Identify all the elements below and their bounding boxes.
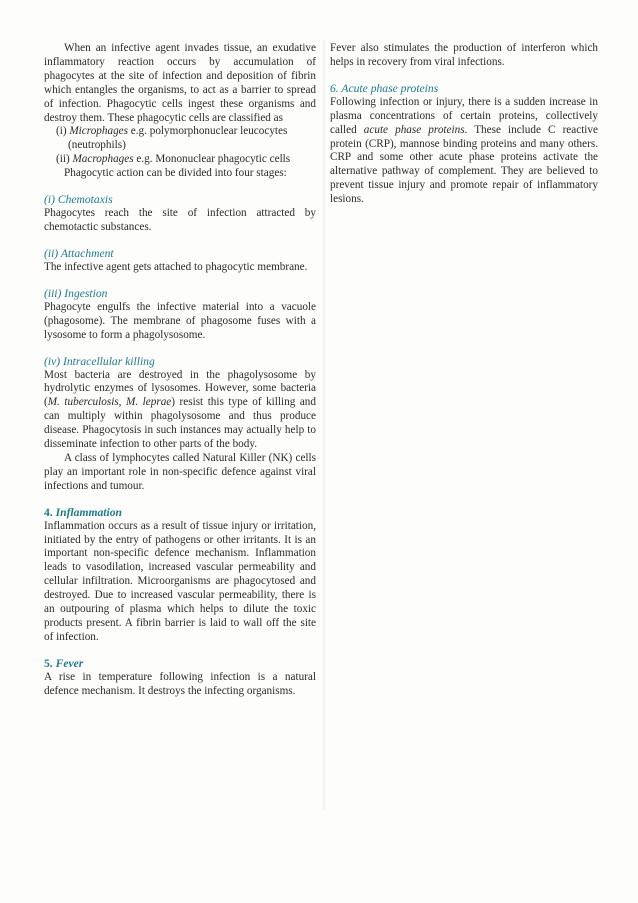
list-term: Macrophages [72,153,134,166]
section-title: Inflammation [55,505,122,519]
list-number: (ii) [56,153,70,166]
app-term: acute phase proteins [363,123,465,136]
paragraph-ingestion: Phagocyte engulfs the infective material into a vacuole (phagosome). The membrane of phagosome fuses with a lysosome to form a phagolysosome. [44,300,316,341]
nk-cells-paragraph: A class of lymphocytes called Natural Killer (NK) cells play an important role in non-specific defence against viral infections and tumour. [44,451,316,492]
list-item-macrophages [44,153,316,167]
killing-species: M. tuberculosis, M. leprae [47,396,172,409]
killing-text-a: Most bacteria are destroyed in the phagolysosome by hydrolytic enzymes of lysosomes. However, some bacteria ( [44,368,316,409]
paragraph-inflammation: Inflammation occurs as a result of tissue injury or irritation, initiated by the entry of pathogens or other irritants. It is an important non-specific defence mechanism. Inflammation leads to vasodilation, increased vascular permeability and cellular infiltration. Microorganisms are phagocytosed and destroyed. Due to increased vascular permeability, there is an outpouring of plasma which helps to dilute the toxic products present. A fibrin barrier is laid to wall off the site of infection. [44,519,316,643]
fever-continued-paragraph: Fever also stimulates the production of interferon which helps in recovery from viral infections. [330,42,598,68]
killing-text-b: ) resist this type of killing and can multiply within phagolysosome and thus produce disease. Phagocytosis in such instances may actually help to disseminate infection to other parts of the body. [44,396,316,451]
section-title: Acute phase proteins [341,81,439,95]
paragraph-intracellular-killing [44,369,316,452]
paragraph-attachment: The infective agent gets attached to phagocytic membrane. [44,260,308,273]
app-text-b: . These include C reactive protein (CRP), mannose binding proteins and many others. CRP and some other acute phase proteins activate the alternative pathway of complement. They are believed to prevent tissue injury and promote repair of inflammatory lesions. [330,123,598,206]
page-fold-shadow [322,40,326,810]
app-text-a: Following infection or injury, there is a sudden increase in plasma concentrations of certain proteins, collectively called [330,95,598,136]
list-number: (i) [56,125,67,138]
list-term: Microphages [69,125,128,138]
section-number: 5. [44,656,53,670]
list-item-microphages [44,125,316,153]
right-column [330,42,598,207]
heading-ingestion: (iii) Ingestion [44,286,108,300]
section-number: 6. [330,81,339,95]
stages-intro: Phagocytic action can be divided into four stages: [64,167,287,180]
section-title: Fever [55,656,84,670]
heading-attachment: (ii) Attachment [44,246,114,260]
heading-intracellular-killing: (iv) Intracellular killing [44,354,155,368]
paragraph-chemotaxis: Phagocytes reach the site of infection attracted by chemotactic substances. [44,207,316,233]
heading-chemotaxis: (i) Chemotaxis [44,193,113,207]
left-column [44,42,316,699]
paragraph-acute-phase-proteins [330,96,598,207]
list-text: e.g. polymorphonuclear leucocytes (neutrophils) [68,125,288,152]
heading-fever [44,657,316,671]
section-number: 4. [44,505,53,519]
paragraph-fever: A rise in temperature following infection is a natural defence mechanism. It destroys the infecting organisms. [44,670,316,697]
heading-acute-phase-proteins [330,82,598,96]
list-text: e.g. Mononuclear phagocytic cells [133,153,291,166]
intro-paragraph: When an infective agent invades tissue, an exudative inflammatory reaction occurs by accumulation of phagocytes at the site of infection and deposition of fibrin which entangles the organisms, to act as a barrier to spread of infection. Phagocytic cells ingest these organisms and destroy them. These phagocytic cells are classified as [44,42,316,124]
heading-inflammation [44,506,316,520]
